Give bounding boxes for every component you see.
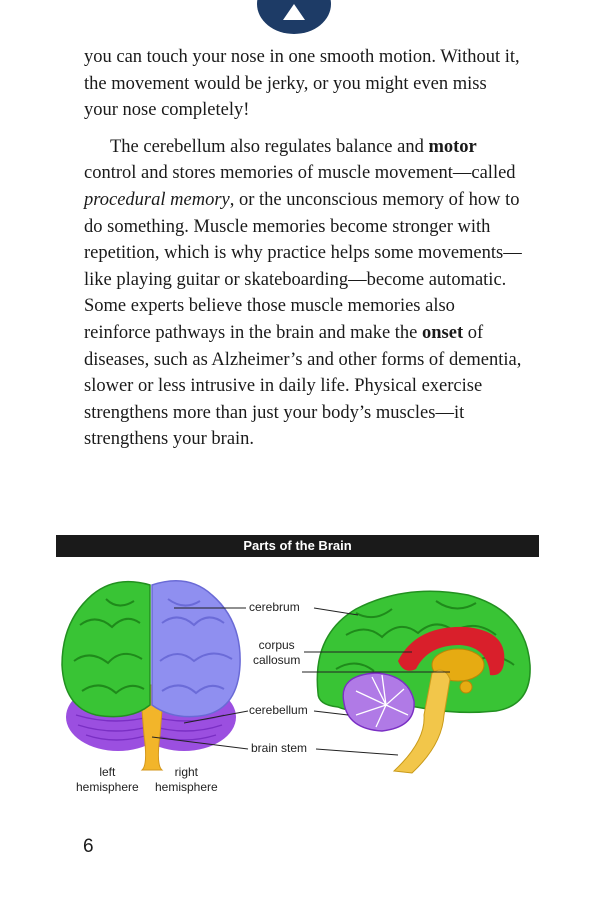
label-corpus-callosum-line1: corpus [258,638,295,652]
figure-title: Parts of the Brain [56,535,539,557]
italic-term: procedural memory [84,189,230,210]
text-run: control and stores memories of muscle movement—called [84,163,516,184]
left-hemisphere [62,582,150,717]
label-right-hemisphere [155,765,218,795]
body-text [84,44,524,453]
label-left-hemisphere [76,765,139,795]
text-run: of diseases, such as Alzheimer’s and other forms of dementia, slower or less intrusive in daily life. Physical exercise strengthens more than just your body’s muscles—it strengthens your brain. [84,322,522,450]
brain-diagram [56,565,539,805]
paragraph: you can touch your nose in one smooth motion. Without it, the movement would be jerky, or you might even miss your nose completely! [84,47,520,121]
page-up-button[interactable] [257,0,331,34]
bold-term-onset: onset [422,322,464,343]
bold-term-motor: motor [428,136,477,157]
label-left-hemisphere-line2: hemisphere [76,780,139,794]
paragraph [84,134,524,453]
page-number: 6 [83,836,94,857]
label-brain-stem: brain stem [251,741,308,755]
label-right-hemisphere-line1: right [174,765,199,779]
right-hemisphere [152,581,240,717]
text-run: , or the unconscious memory of how to do something. Muscle memories become stronger with repetition, which is why practice helps some movements—like playing guitar or skateboarding—become automatic. Some experts believe those muscle memories also reinforce pathways in the brain and make the [84,189,522,343]
label-right-hemisphere-line2: hemisphere [155,780,218,794]
label-cerebrum: cerebrum [249,600,300,614]
label-cerebellum: cerebellum [249,703,308,717]
label-corpus-callosum-line2: callosum [253,653,301,667]
triangle-up-icon [283,4,305,20]
label-corpus-callosum [253,638,300,668]
label-left-hemisphere-line1: left [99,765,116,779]
text-run: The cerebellum also regulates balance and [110,136,429,157]
